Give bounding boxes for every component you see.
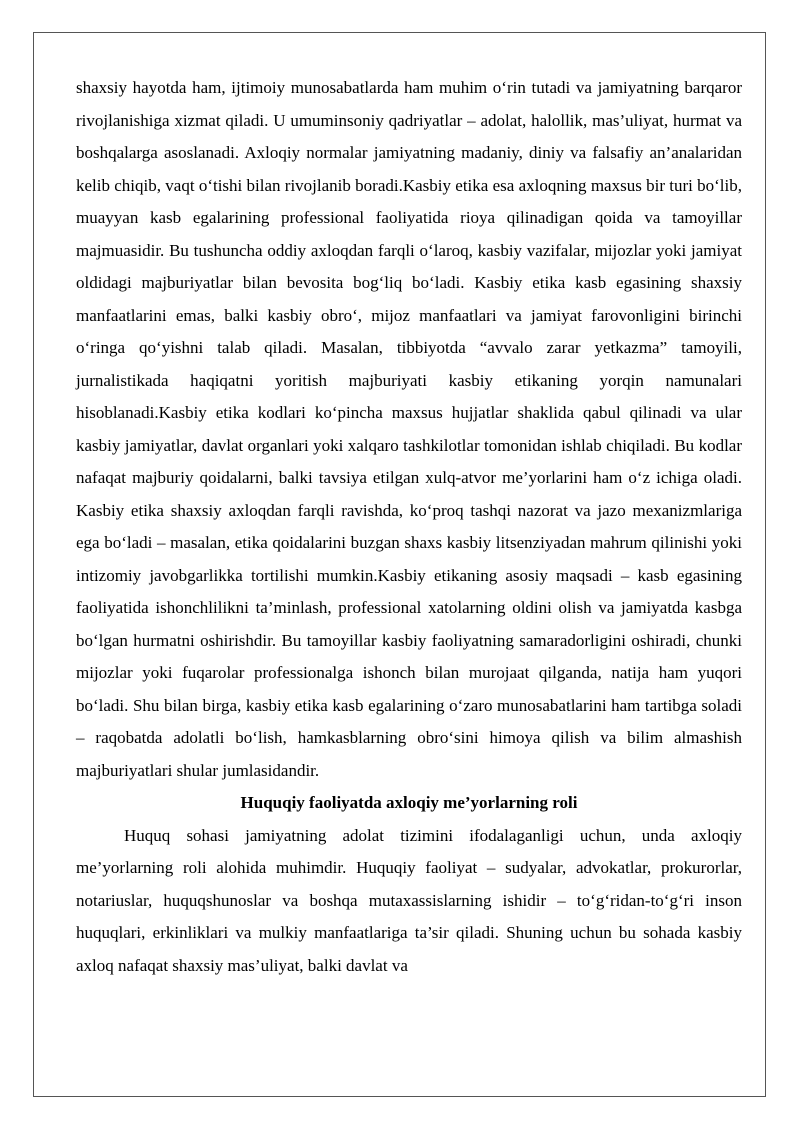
section-heading: Huquqiy faoliyatda axloqiy me’yorlarning roli — [240, 793, 578, 812]
body-paragraph: Huquq sohasi jamiyatning adolat tizimini ifodalaganligi uchun, unda axloqiy me’yorlarning roli alohida muhimdir. Huquqiy faoliyat – sudyalar, advokatlar, prokurorlar, notariuslar, huquqshunoslar va boshqa mutaxassislarning ishidir – to‘g‘ridan-to‘g‘ri inson huquqlari, erkinliklari va mulkiy manfaatlariga ta’sir qiladi. Shuning uchun bu sohada kasbiy axloq nafaqat shaxsiy mas’uliyat, balki davlat va — [76, 825, 742, 975]
body-paragraph: shaxsiy hayotda ham, ijtimoiy munosabatlarda ham muhim o‘rin tutadi va jamiyatning barqaror rivojlanishiga xizmat qiladi. U umuminsoniy qadriyatlar – adolat, halollik, mas’uliyat, hurmat va boshqalarga asoslanadi. Axloqiy normalar jamiyatning madaniy, diniy va falsafiy an’analaridan kelib chiqib, vaqt o‘tishi bilan rivojlanib boradi.Kasbiy etika esa axloqning maxsus bir turi bo‘lib, muayyan kasb egalarining professional faoliyatida rioya qilinadigan qoida va tamoyillar majmuasidir. Bu tushuncha oddiy axloqdan farqli o‘laroq, kasbiy vazifalar, mijozlar yoki jamiyat oldidagi majburiyatlar bilan bevosita bog‘liq bo‘ladi. Kasbiy etika kasb egasining shaxsiy manfaatlarini emas, balki kasbiy obro‘, mijoz manfaatlari va jamiyat farovonligini birinchi o‘ringa qo‘yishni talab qiladi. Masalan, tibbiyotda “avvalo zarar yetkazma” tamoyili, jurnalistikada haqiqatni yoritish majburiyati kasbiy etikaning yorqin namunalari hisoblanadi.Kasbiy etika kodlari ko‘pincha maxsus hujjatlar shaklida qabul qilinadi va ular kasbiy jamiyatlar, davlat organlari yoki xalqaro tashkilotlar tomonidan ishlab chiqiladi. Bu kodlar nafaqat majburiy qoidalarni, balki tavsiya etilgan xulq-atvor me’yorlarini ham o‘z ichiga oladi. Kasbiy etika shaxsiy axloqdan farqli ravishda, ko‘proq tashqi nazorat va jazo mexanizmlariga ega bo‘ladi – masalan, etika qoidalarini buzgan shaxs kasbiy litsenziyadan mahrum qilinishi yoki intizomiy javobgarlikka tortilishi mumkin.Kasbiy etikaning asosiy maqsadi – kasb egasining faoliyatida ishonchlilikni ta’minlash, professional xatolarning oldini olish va jamiyatda kasbga bo‘lgan hurmatni oshirishdir. Bu tamoyillar kasbiy faoliyatning samaradorligini oshiradi, chunki mijozlar yoki fuqarolar professionalga ishonch bilan murojaat qilganda, natija ham yuqori bo‘ladi. Shu bilan birga, kasbiy etika kasb egalarining o‘zaro munosabatlarini ham tartibga soladi – raqobatda adolatli bo‘lish, hamkasblarning obro‘sini himoya qilish va bilim almashish majburiyatlari shular jumlasidandir. — [76, 78, 742, 780]
document-body — [76, 72, 742, 982]
